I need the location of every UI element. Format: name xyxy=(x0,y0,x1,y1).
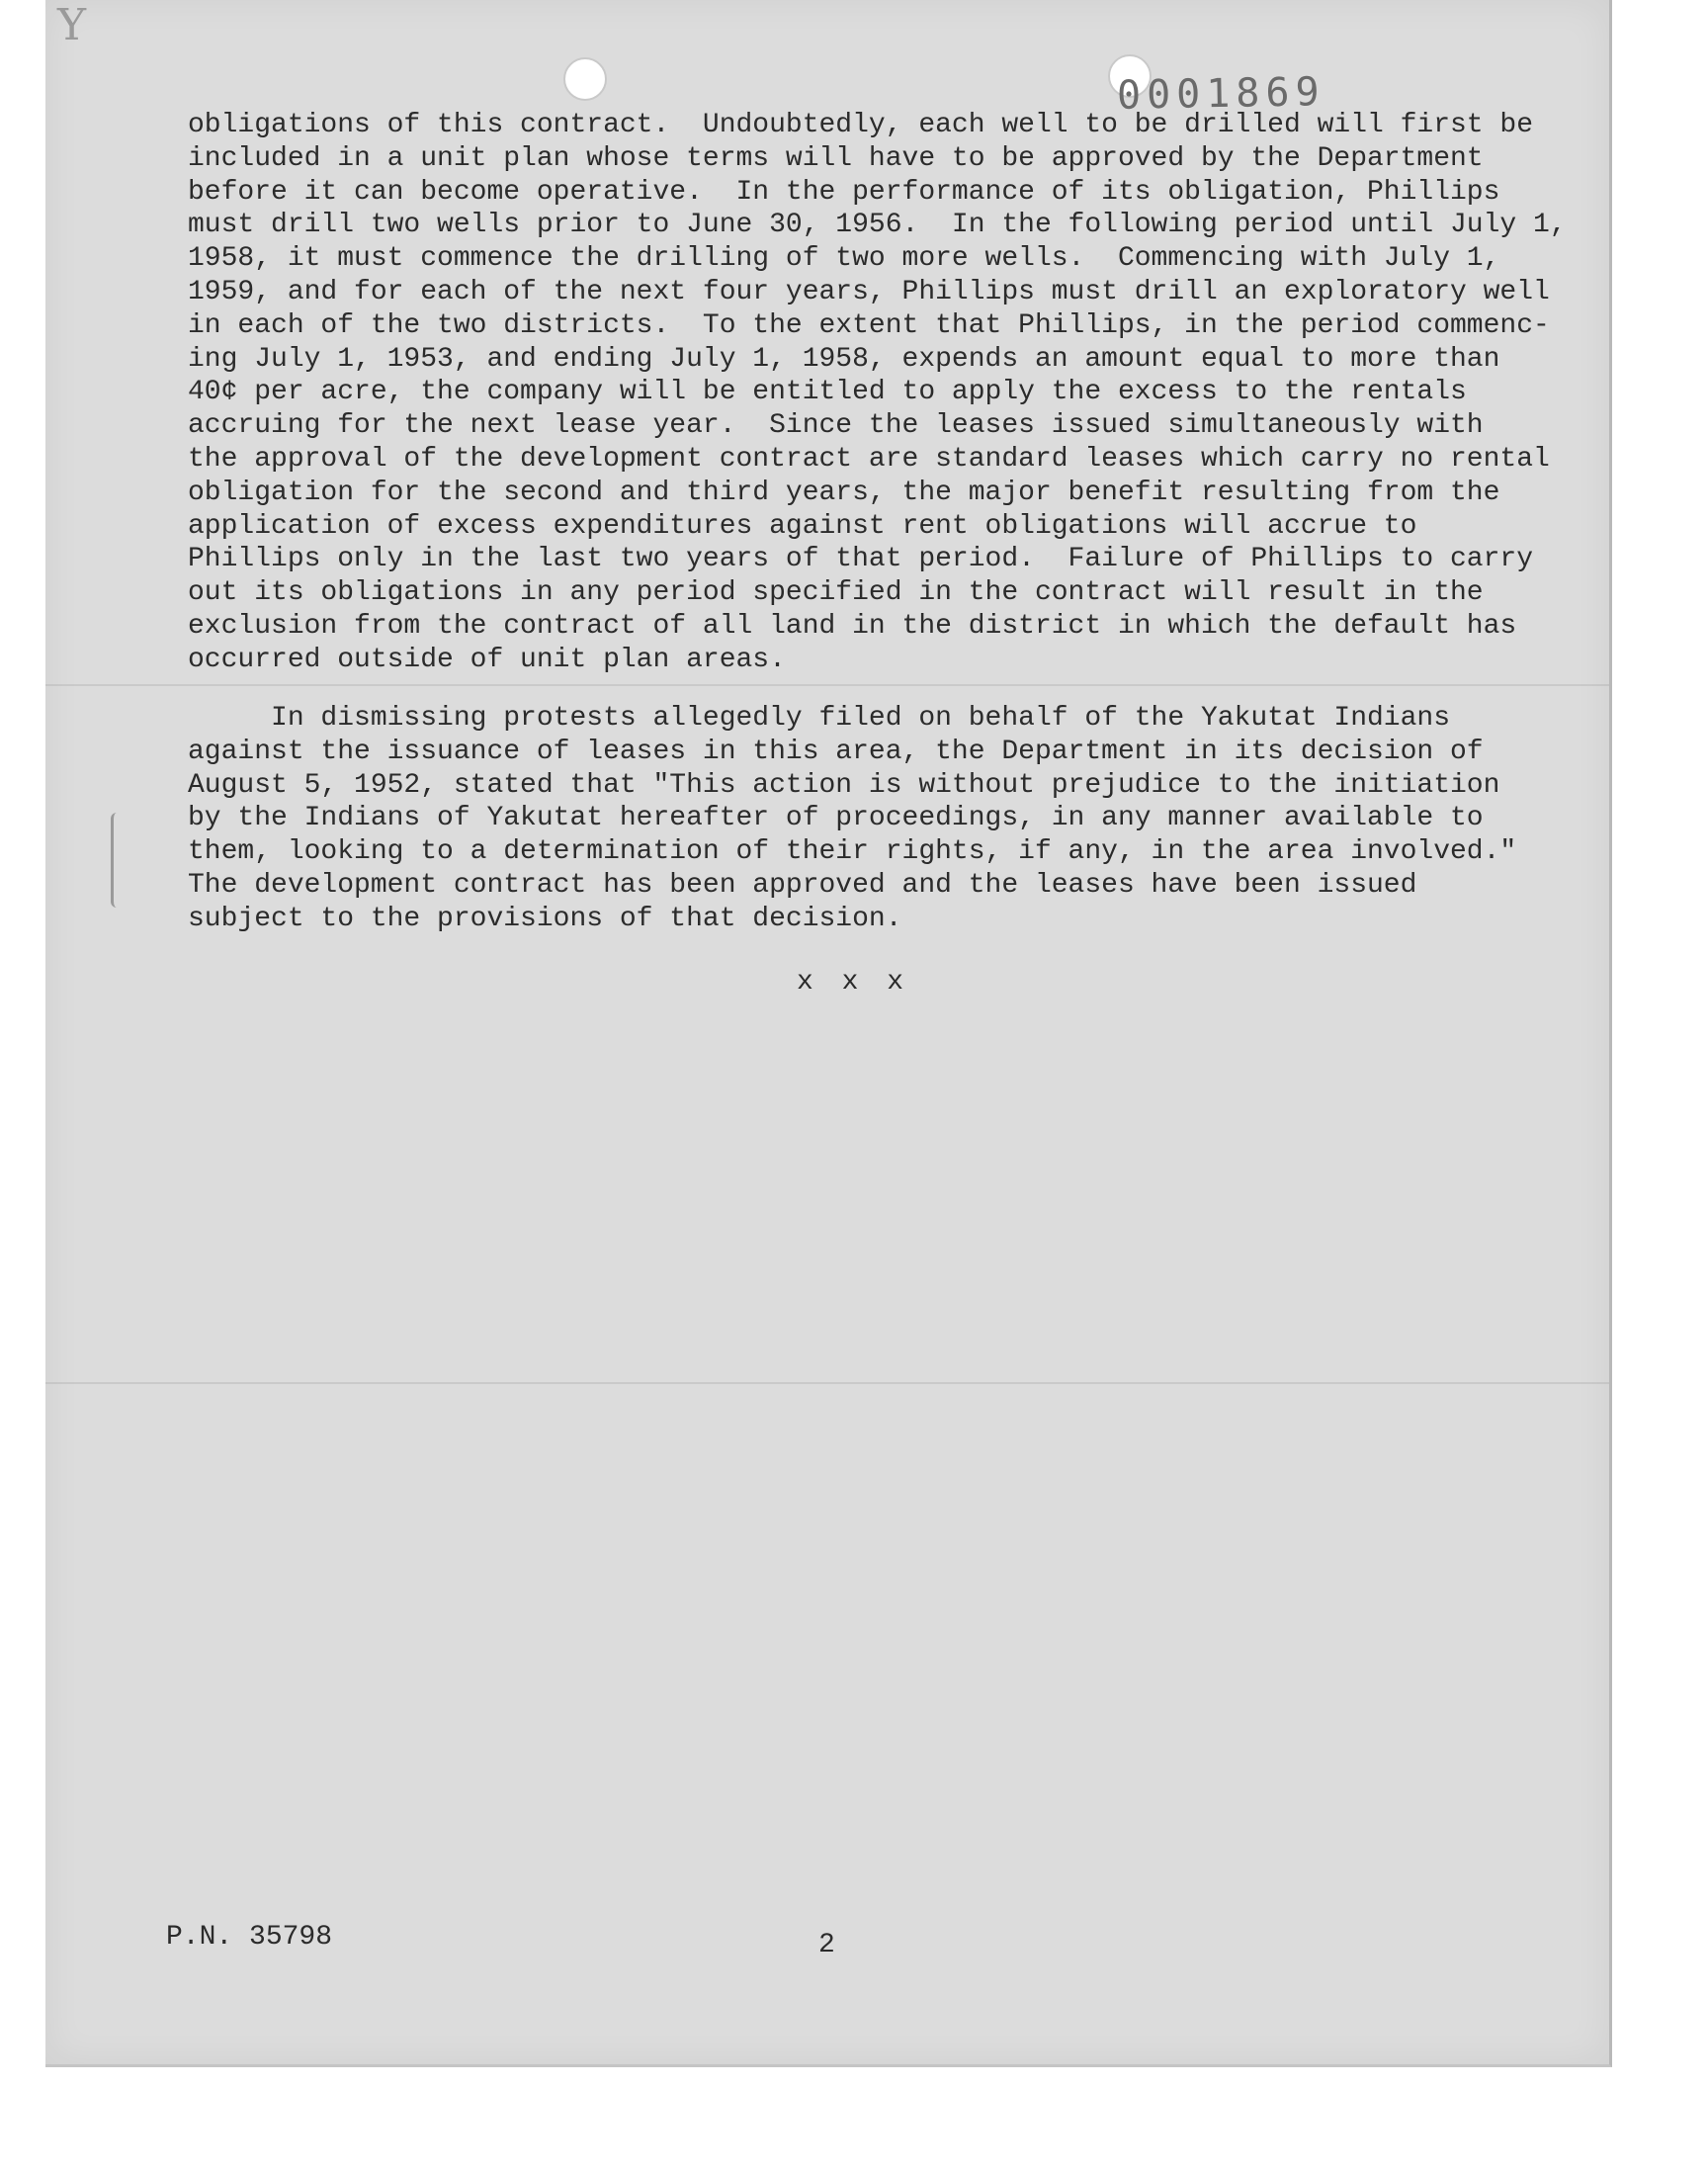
text-line: against the issuance of leases in this area, the Department in its decision of xyxy=(188,736,1484,767)
fold-line xyxy=(45,684,1609,686)
corner-scribble: Y xyxy=(57,0,87,50)
text-line: before it can become operative. In the performance of its obligation, Phillips xyxy=(188,176,1500,208)
text-line: out its obligations in any period specified in the contract will result in the xyxy=(188,577,1484,609)
text-line: August 5, 1952, stated that "This action is without prejudice to the initiation xyxy=(188,769,1500,801)
text-line: application of excess expenditures against rent obligations will accrue to xyxy=(188,510,1417,542)
text-line: obligations of this contract. Undoubtedly, each well to be drilled will first be xyxy=(188,110,1534,140)
text-line: subject to the provisions of that decision. xyxy=(188,903,902,934)
text-line: occurred outside of unit plan areas. xyxy=(188,644,786,675)
paragraph-1 xyxy=(188,109,1567,677)
text-line: exclusion from the contract of all land in the district in which the default has xyxy=(188,610,1517,642)
paragraph-2 xyxy=(188,702,1557,936)
text-line: ing July 1, 1953, and ending July 1, 1958, expends an amount equal to more than xyxy=(188,343,1500,375)
text-line: The development contract has been approved and the leases have been issued xyxy=(188,869,1417,901)
text-line: 1958, it must commence the drilling of two more wells. Commencing with July 1, xyxy=(188,243,1500,275)
text-line: must drill two wells prior to June 30, 1956. In the following period until July 1, xyxy=(188,210,1567,241)
page-number: 2 xyxy=(818,1930,835,1960)
text-line: included in a unit plan whose terms will have to be approved by the Department xyxy=(188,142,1484,174)
text-line: them, looking to a determination of their rights, if any, in the area involved." xyxy=(188,836,1517,868)
text-line: accruing for the next lease year. Since the leases issued simultaneously with xyxy=(188,410,1484,442)
text-line: the approval of the development contract are standard leases which carry no rental xyxy=(188,443,1550,475)
press-number: P.N. 35798 xyxy=(166,1922,333,1953)
text-line: by the Indians of Yakutat hereafter of proceedings, in any manner available to xyxy=(188,803,1484,834)
margin-mark xyxy=(111,813,124,908)
document-stamp-number: 0001869 xyxy=(1116,69,1325,119)
text-line: Phillips only in the last two years of that period. Failure of Phillips to carry xyxy=(188,544,1534,575)
fold-line xyxy=(45,1382,1609,1384)
text-line: in each of the two districts. To the extent that Phillips, in the period commenc- xyxy=(188,309,1550,341)
text-line: 1959, and for each of the next four years, Phillips must drill an exploratory well xyxy=(188,276,1550,307)
section-ornament: x x x xyxy=(797,967,910,998)
text-line: 40¢ per acre, the company will be entitled to apply the excess to the rentals xyxy=(188,377,1467,408)
text-line: obligation for the second and third years, the major benefit resulting from the xyxy=(188,477,1500,508)
punch-hole xyxy=(563,57,607,101)
text-line: In dismissing protests allegedly filed on behalf of the Yakutat Indians xyxy=(188,703,1451,734)
